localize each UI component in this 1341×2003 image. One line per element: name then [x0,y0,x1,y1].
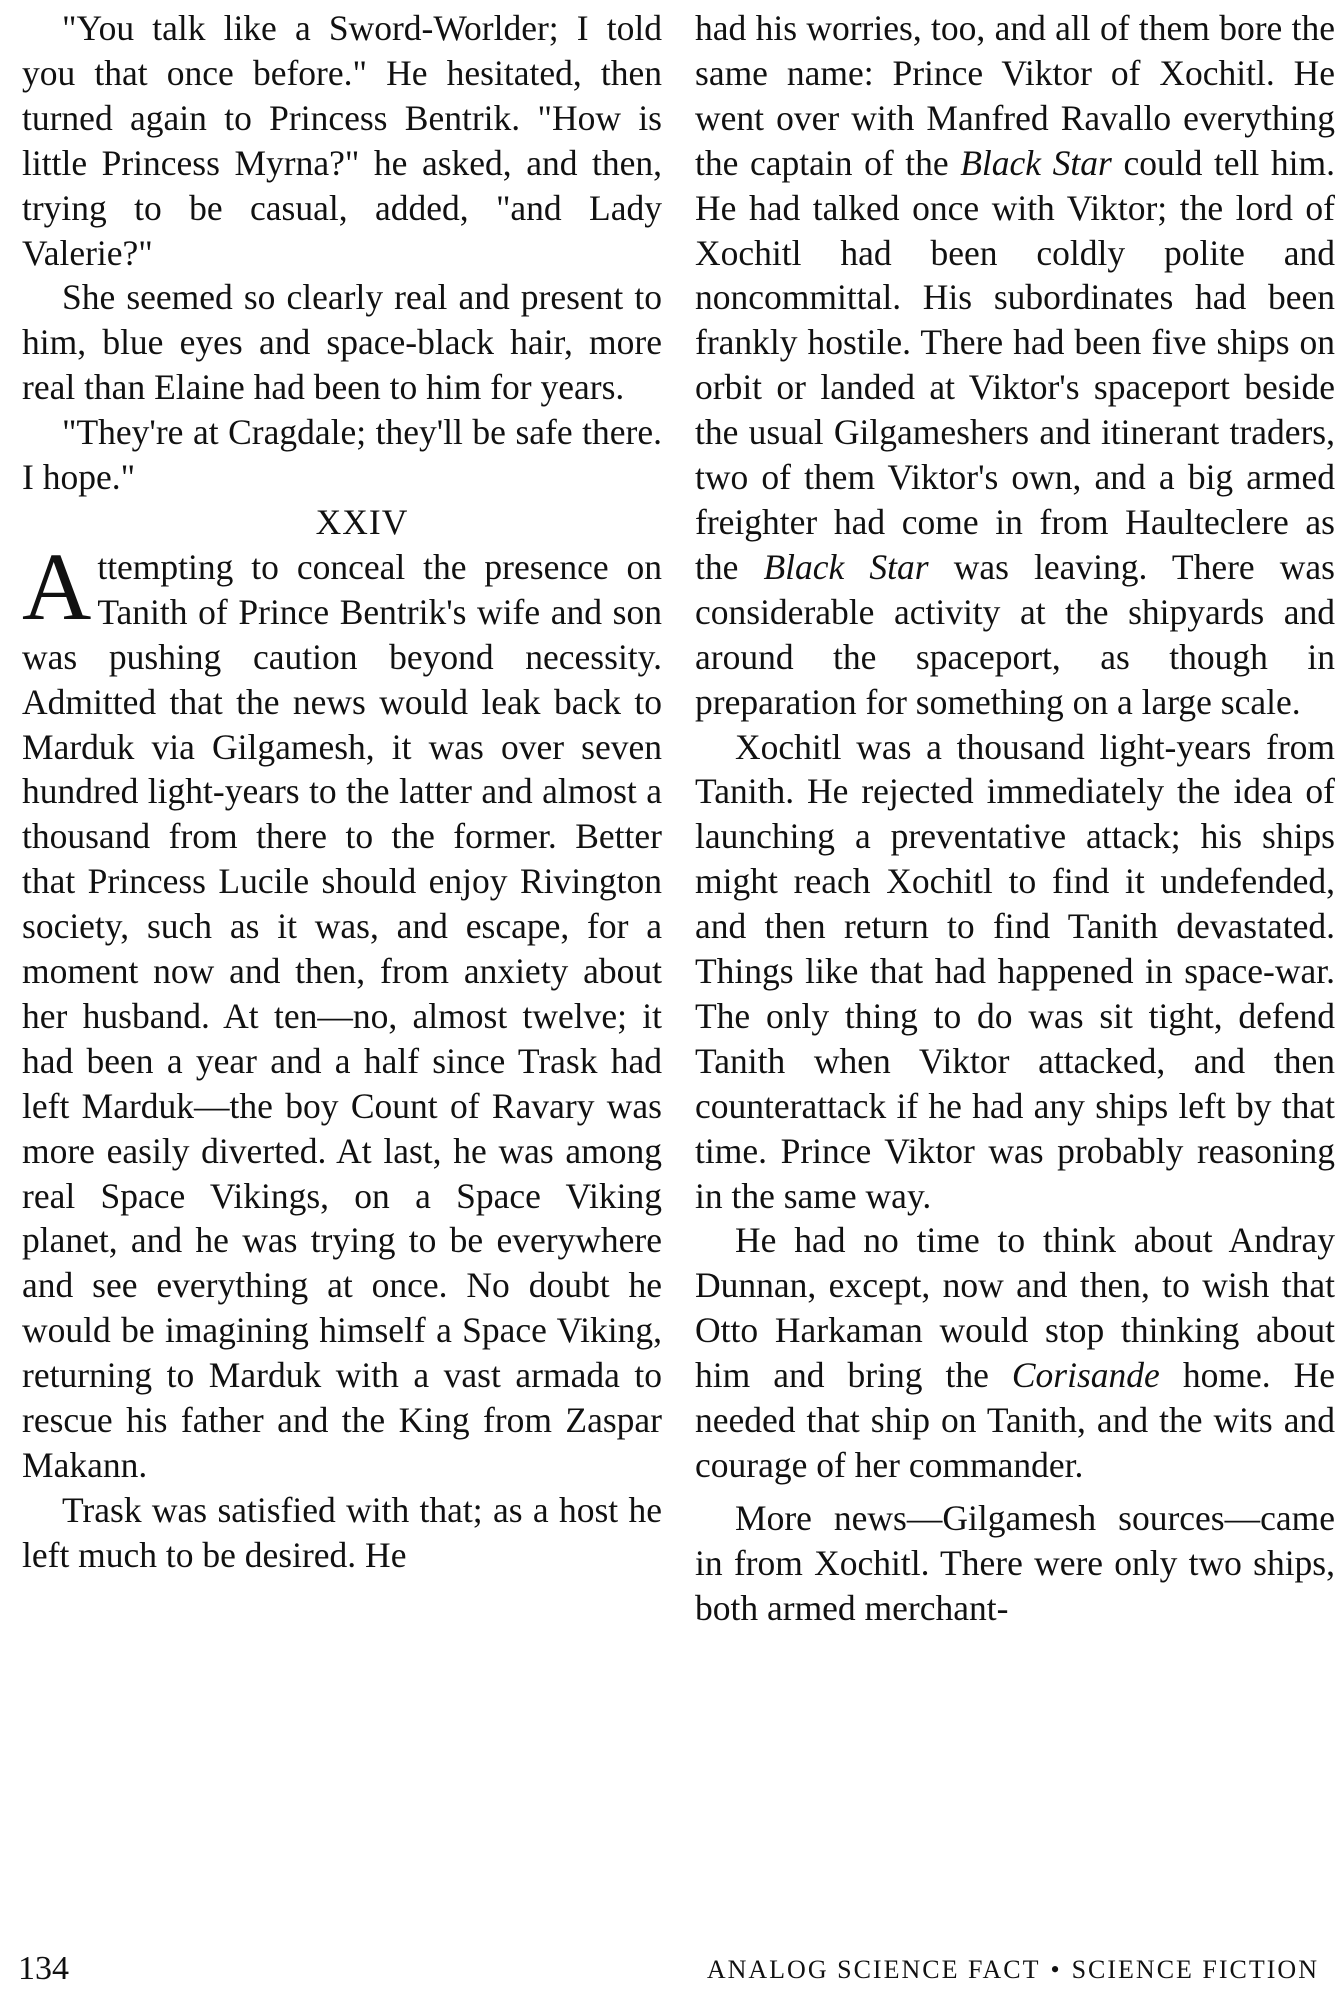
left-column [22,6,662,1578]
magazine-title-right: SCIENCE FICTION [1071,1955,1319,1984]
drop-cap: A [22,532,92,640]
paragraph-text: ttempting to conceal the presence on Tanith of Prince Bentrik's wife and son was pushing caution beyond necessity. Admitted that the news would leak back to Marduk via Gilgamesh, it was over seven hundred light-years to the latter and almost a thousand from there to the former. Better that Princess Lucile should enjoy Rivington society, such as it was, and escape, for a moment now and then, from anxiety about her husband. At ten—no, almost twelve; it had been a year and a half since Trask had left Marduk—the boy Count of Ravary was more easily diverted. At last, he was among real Space Vikings, on a Space Viking planet, and he was trying to be everywhere and see everything at once. No doubt he would be imagining himself a Space Viking, returning to Marduk with a vast armada to rescue his father and the King from Zaspar Makann. [22,546,662,1485]
paragraph: She seemed so clearly real and present to him, blue eyes and space-black hair, more real than Elaine had been to him for years. [22,277,662,408]
chapter-opening-paragraph [22,532,662,1488]
ship-name: Black Star [960,142,1112,183]
chapter-heading: XXIV [315,501,409,542]
magazine-title-left: ANALOG SCIENCE FACT [706,1955,1041,1984]
text-run: had his worries, too, and all of them bore the same name: Prince Viktor of Xochitl. He went over with Manfred Ravallo everything the captain of the [695,8,1335,183]
bullet-separator: • [1050,1955,1062,1984]
right-column [695,6,1335,1631]
page-number: 134 [18,1950,69,1987]
text-run: home. He needed that ship on Tanith, and the wits and courage of her commander. [695,1355,1335,1485]
paragraph [695,1218,1335,1487]
text-run: He had no time to think about Andray Dunnan, except, now and then, to wish that Otto Harkaman would stop thinking about him and bring the [695,1220,1335,1396]
paragraph: "You talk like a Sword-Worlder; I told you that once before." He hesitated, then turned again to Princess Bentrik. "How is little Princess Myrna?" he asked, and then, trying to be casual, added, "and Lady Valerie?" [22,8,662,273]
paragraph: More news—Gilgamesh sources—came in from Xochitl. There were only two ships, both armed merchant- [695,1497,1335,1628]
running-footer [707,1955,1319,1985]
text-run: could tell him. He had talked once with Viktor; the lord of Xochitl had been coldly polite and noncommittal. His subordinates had been frankly hostile. There had been five ships on orbit or landed at Viktor's spaceport beside the usual Gilgameshers and itinerant traders, two of them Viktor's own, and a big armed freighter had come in from Haulteclere as the [695,142,1335,587]
text-run: was leaving. There was considerable activity at the shipyards and around the spaceport, as though in preparation for something on a large scale. [695,546,1335,722]
paragraph: Xochitl was a thousand light-years from Tanith. He rejected immediately the idea of launching a preventative attack; his ships might reach Xochitl to find it undefended, and then return to find Tanith devastated. Things like that had happened in space-war. The only thing to do was sit tight, defend Tanith when Viktor attacked, and then counterattack if he had any ships left by that time. Prince Viktor was probably reasoning in the same way. [695,726,1335,1216]
ship-name: Black Star [763,546,929,587]
ship-name: Corisande [1011,1355,1160,1396]
paragraph: "They're at Cragdale; they'll be safe there. I hope." [22,412,662,498]
paragraph-continued [695,6,1335,725]
paragraph: Trask was satisfied with that; as a host he left much to be desired. He [22,1489,662,1575]
